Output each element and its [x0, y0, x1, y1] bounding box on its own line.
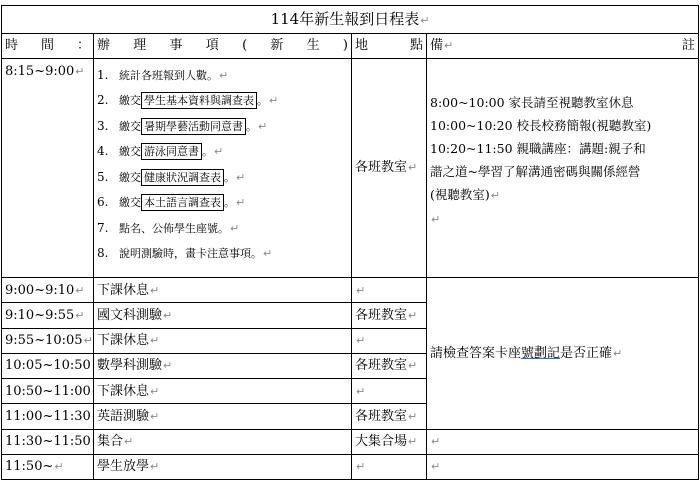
- task-number: 6.: [97, 195, 109, 210]
- header-item: [94, 34, 352, 58]
- note-line: 10:20~11:50 親職講座：講題:親子和: [430, 140, 646, 156]
- return-mark: ↵: [431, 435, 441, 449]
- time-value: 11:50~: [5, 459, 54, 475]
- task-item: [97, 190, 348, 216]
- return-mark: ↵: [356, 283, 366, 297]
- task-number: 4.: [97, 144, 109, 159]
- time-value: 8:15~9:00: [5, 63, 75, 79]
- header-item-char: 生: [306, 38, 320, 54]
- task-text: 。: [202, 145, 213, 159]
- return-mark: ↵: [269, 94, 279, 108]
- place-value: 各班教室: [355, 160, 408, 176]
- task-text: 。: [224, 170, 235, 184]
- task-number: 2.: [97, 93, 109, 108]
- item-value: 學生放學: [97, 459, 150, 475]
- item-value: 下課休息: [97, 333, 150, 349]
- time-cell: [2, 353, 94, 378]
- place-cell: [352, 429, 427, 454]
- time-cell: [2, 404, 94, 429]
- time-value: 9:55~10:05: [5, 333, 83, 349]
- time-value: 10:05~10:50: [5, 358, 91, 374]
- place-cell: [352, 278, 427, 303]
- place-value: 大集合場: [355, 434, 408, 450]
- header-item-char: 事: [169, 38, 183, 54]
- note-cell: [427, 454, 699, 479]
- item-cell: [94, 429, 352, 454]
- header-note: [427, 34, 699, 58]
- place-cell: [352, 58, 427, 278]
- note-line: 8:00~10:00 家長請至視聽教室休息: [430, 94, 634, 110]
- item-cell: [94, 303, 352, 328]
- return-mark: ↵: [431, 212, 441, 226]
- header-note-char: 註: [682, 38, 696, 54]
- header-item-char: 理: [133, 38, 147, 54]
- schedule-table: [1, 5, 699, 480]
- place-cell: [352, 404, 427, 429]
- task-item: [97, 88, 348, 114]
- task-item: [97, 241, 348, 267]
- item-value: 集合: [97, 434, 124, 450]
- time-value: 11:00~11:30: [5, 408, 91, 424]
- item-value: 下課休息: [97, 282, 150, 298]
- item-value: 數學科測驗: [97, 358, 163, 374]
- schedule-row: [2, 454, 699, 479]
- task-text: 統計各班報到人數。: [119, 68, 218, 82]
- header-time-char: 時: [5, 38, 19, 54]
- return-mark: ↵: [613, 346, 623, 360]
- header-place-char: 地: [355, 38, 369, 54]
- header-place-char: 點: [409, 38, 423, 54]
- exam-note-text: 請檢查答案卡座: [430, 345, 522, 361]
- task-list-cell: [94, 58, 352, 278]
- return-mark: ↵: [356, 384, 366, 398]
- return-mark: ↵: [408, 161, 418, 175]
- header-note-char: 備: [430, 38, 444, 54]
- return-mark: ↵: [83, 334, 93, 348]
- task-text: 說明測驗時，畫卡注意事項。: [119, 247, 262, 261]
- time-cell: [2, 429, 94, 454]
- exam-note-text: 是否正確: [560, 345, 613, 361]
- task-item: [97, 216, 348, 242]
- return-mark: ↵: [444, 39, 454, 53]
- return-mark: ↵: [75, 64, 85, 78]
- header-item-char: 新: [270, 38, 284, 54]
- return-mark: ↵: [356, 460, 366, 474]
- return-mark: ↵: [258, 119, 268, 133]
- return-mark: ↵: [236, 170, 246, 184]
- return-mark: ↵: [408, 435, 418, 449]
- note-text: (視聽教室): [430, 186, 490, 202]
- task-text: 繳交: [119, 145, 141, 159]
- header-place: [352, 34, 427, 58]
- header-item-char: 辦: [97, 38, 111, 54]
- return-mark: ↵: [150, 409, 160, 423]
- return-mark: ↵: [150, 334, 160, 348]
- task-form-name: 學生基本資料與調查表: [141, 92, 257, 109]
- return-mark: ↵: [408, 359, 418, 373]
- task-form-name: 本土語言調查表: [141, 194, 224, 211]
- time-value: 9:00~9:10: [5, 282, 75, 298]
- schedule-row: [2, 278, 699, 303]
- time-cell: [2, 328, 94, 353]
- place-cell: [352, 379, 427, 404]
- return-mark: ↵: [490, 188, 500, 202]
- return-mark: ↵: [230, 221, 240, 235]
- place-value: 各班教室: [355, 308, 408, 324]
- task-text: 點名、公佈學生座號。: [119, 221, 229, 235]
- time-cell: [2, 454, 94, 479]
- return-mark: ↵: [75, 283, 85, 297]
- header-time-char: ：: [76, 38, 90, 54]
- return-mark: ↵: [54, 460, 64, 474]
- header-item-char: ): [342, 38, 348, 54]
- first-block-row: [2, 58, 699, 278]
- place-cell: [352, 303, 427, 328]
- note-cell: [427, 58, 699, 278]
- item-cell: [94, 404, 352, 429]
- header-time-char: 間: [40, 38, 54, 54]
- header-row: [2, 34, 699, 58]
- task-item: [97, 63, 348, 89]
- header-item-char: 項: [205, 38, 219, 54]
- task-number: 5.: [97, 169, 109, 184]
- place-value: 各班教室: [355, 358, 408, 374]
- return-mark: ↵: [75, 309, 85, 323]
- note-line: 諧之道~學習了解溝通密碼與關係經營: [430, 163, 641, 179]
- note-line: [430, 207, 695, 231]
- time-cell: [2, 379, 94, 404]
- place-cell: [352, 328, 427, 353]
- place-cell: [352, 454, 427, 479]
- task-text: 。: [224, 196, 235, 210]
- return-mark: ↵: [408, 309, 418, 323]
- note-line: 10:00~10:20 校長校務簡報(視聽教室): [430, 117, 652, 133]
- return-mark: ↵: [214, 145, 224, 159]
- time-cell: [2, 58, 94, 278]
- task-form-name: 暑期學藝活動同意書: [141, 118, 246, 135]
- page-title: 114年新生報到日程表: [270, 9, 420, 28]
- task-item: [97, 114, 348, 140]
- page-title-cell: [2, 6, 699, 34]
- return-mark: ↵: [163, 359, 173, 373]
- exam-note-underlined: 號劃記: [521, 345, 561, 361]
- task-text: 。: [246, 119, 257, 133]
- header-item-char: (: [242, 38, 248, 54]
- item-value: 下課休息: [97, 383, 150, 399]
- time-value: 9:10~9:55: [5, 308, 75, 324]
- note-cell: [427, 429, 699, 454]
- item-value: 英語測驗: [97, 408, 150, 424]
- return-mark: ↵: [408, 409, 418, 423]
- task-form-name: 健康狀況調查表: [141, 169, 224, 186]
- time-value: 10:50~11:00: [5, 383, 91, 399]
- return-mark: ↵: [219, 68, 229, 82]
- place-value: 各班教室: [355, 408, 408, 424]
- return-mark: ↵: [163, 309, 173, 323]
- task-number: 7.: [97, 220, 109, 235]
- time-cell: [2, 278, 94, 303]
- return-mark: ↵: [420, 13, 430, 27]
- item-cell: [94, 379, 352, 404]
- task-text: 繳交: [119, 94, 141, 108]
- return-mark: ↵: [263, 247, 273, 261]
- task-text: 。: [257, 94, 268, 108]
- task-text: 繳交: [119, 196, 141, 210]
- task-item: [97, 165, 348, 191]
- task-form-name: 游泳同意書: [141, 143, 202, 160]
- time-cell: [2, 303, 94, 328]
- return-mark: ↵: [150, 283, 160, 297]
- item-cell: [94, 328, 352, 353]
- task-text: 繳交: [119, 170, 141, 184]
- schedule-row: [2, 429, 699, 454]
- item-value: 國文科測驗: [97, 308, 163, 324]
- title-row: [2, 6, 699, 34]
- return-mark: ↵: [356, 334, 366, 348]
- place-cell: [352, 353, 427, 378]
- return-mark: ↵: [150, 384, 160, 398]
- note-line: [430, 183, 695, 207]
- task-text: 繳交: [119, 119, 141, 133]
- return-mark: ↵: [124, 435, 134, 449]
- time-value: 11:30~11:50: [5, 434, 91, 450]
- return-mark: ↵: [236, 196, 246, 210]
- item-cell: [94, 454, 352, 479]
- task-number: 3.: [97, 118, 109, 133]
- task-number: 8.: [97, 246, 109, 261]
- return-mark: ↵: [150, 460, 160, 474]
- item-cell: [94, 278, 352, 303]
- task-item: [97, 139, 348, 165]
- return-mark: ↵: [431, 460, 441, 474]
- item-cell: [94, 353, 352, 378]
- task-number: 1.: [97, 67, 109, 82]
- header-time: [2, 34, 94, 58]
- exam-note-cell: [427, 278, 699, 429]
